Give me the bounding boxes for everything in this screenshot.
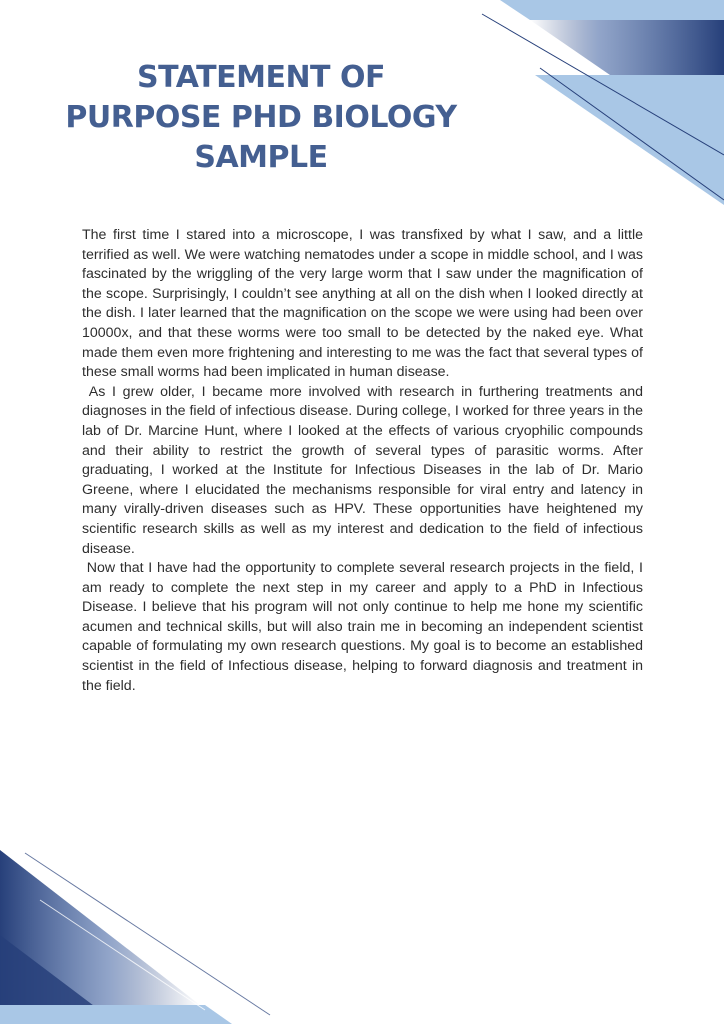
page-title bbox=[55, 58, 467, 178]
paragraph bbox=[82, 383, 643, 559]
top-right-decoration bbox=[482, 0, 724, 205]
title-line: PURPOSE PHD BIOLOGY bbox=[65, 100, 457, 135]
title-line: SAMPLE bbox=[194, 140, 328, 175]
paragraph bbox=[82, 559, 643, 696]
title-line: STATEMENT OF bbox=[137, 60, 385, 95]
paragraph-text: As I grew older, I became more involved with research in furthering treatments and diagnoses in the field of infectious disease. During college, I worked for three years in the lab of Dr. Marcine Hunt, where I looked at the effects of various cryophilic compounds and their ability to restrict the growth of several types of parasitic worms. After graduating, I worked at the Institute for Infectious Diseases in the lab of Dr. Mario Greene, where I elucidated the mechanisms responsible for viral entry and latency in many virally-driven diseases such as HPV. These opportunities have heightened my scientific research skills as well as my interest and dedication to the field of infectious disease. bbox=[82, 383, 643, 557]
paragraph-text: Now that I have had the opportunity to complete several research projects in the field, I am ready to complete the next step in my career and apply to a PhD in Infectious Disease. I believe that his program will not only continue to help me hone my scientific acumen and technical skills, but will also train me in becoming an independent scientist capable of formulating my own research questions. My goal is to become an established scientist in the field of Infectious disease, helping to forward diagnosis and treatment in the field. bbox=[82, 560, 643, 694]
paragraph: The first time I stared into a microscope, I was transfixed by what I saw, and a little terrified as well. We were watching nematodes under a scope in middle school, and I was fascinated by the wriggling of the very large worm that I saw under the magnification of the scope. Surprisingly, I couldn’t see anything at all on the dish when I looked directly at the dish. I later learned that the magnification on the scope we were using had been over 10000x, and that these worms were too small to be detected by the naked eye. What made them even more frightening and interesting to me was the fact that several types of these small worms had been implicated in human disease. bbox=[82, 227, 643, 381]
bottom-left-decoration bbox=[0, 850, 270, 1024]
statement-body bbox=[82, 226, 643, 696]
